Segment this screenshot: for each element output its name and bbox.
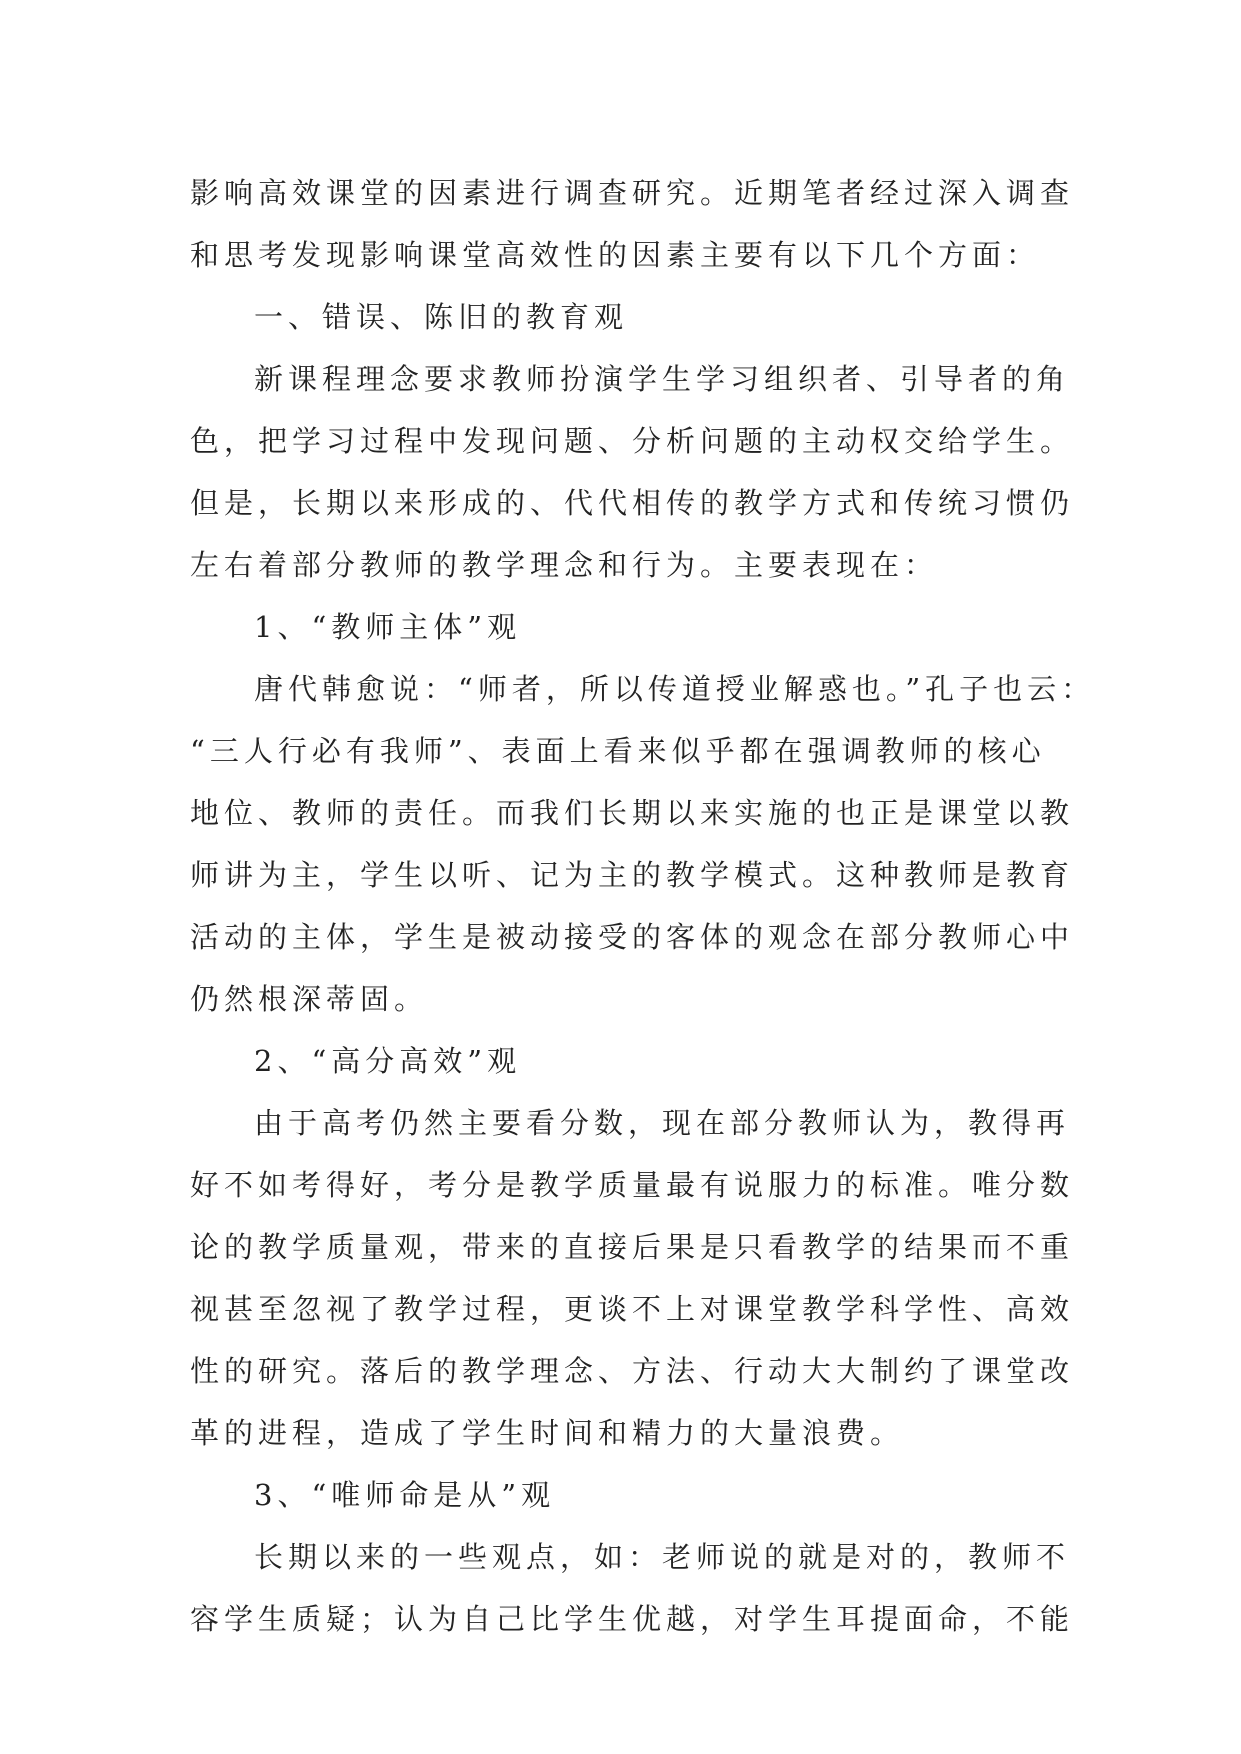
text-line: 2、“高分高效”观 [254,1044,522,1078]
text-line: 左右着部分教师的教学理念和行为。主要表现在： [190,548,939,582]
text-line: 仍然根深蒂固。 [190,982,429,1016]
text-line: 新课程理念要求教师扮演学生学习组织者、引导者的角 [254,362,1071,396]
text-line: 一、错误、陈旧的教育观 [254,300,629,334]
text-line: 地位、教师的责任。而我们长期以来实施的也正是课堂以教 [190,796,1075,830]
text-line: 和思考发现影响课堂高效性的因素主要有以下几个方面： [190,238,1041,272]
text-line: “三人行必有我师”、表面上看来似乎都在强调教师的核心 [190,734,1046,768]
text-line: 唐代韩愈说：“师者，所以传道授业解惑也。”孔子也云： [254,672,1096,706]
text-line: 论的教学质量观，带来的直接后果是只看教学的结果而不重 [190,1230,1075,1264]
text-line: 色，把学习过程中发现问题、分析问题的主动权交给学生。 [190,424,1075,458]
text-line: 活动的主体，学生是被动接受的客体的观念在部分教师心中 [190,920,1075,954]
text-line: 由于高考仍然主要看分数，现在部分教师认为，教得再 [254,1106,1071,1140]
text-line: 革的进程，造成了学生时间和精力的大量浪费。 [190,1416,905,1450]
text-line: 3、“唯师命是从”观 [254,1478,556,1512]
text-line: 长期以来的一些观点，如：老师说的就是对的，教师不 [254,1540,1071,1574]
text-line: 性的研究。落后的教学理念、方法、行动大大制约了课堂改 [190,1354,1075,1388]
document-body [190,162,1096,1650]
text-line: 影响高效课堂的因素进行调查研究。近期笔者经过深入调查 [190,176,1075,210]
text-line: 视甚至忽视了教学过程，更谈不上对课堂教学科学性、高效 [190,1292,1075,1326]
text-line: 但是，长期以来形成的、代代相传的教学方式和传统习惯仍 [190,486,1075,520]
text-line: 1、“教师主体”观 [254,610,522,644]
text-line: 容学生质疑；认为自己比学生优越，对学生耳提面命，不能 [190,1602,1075,1636]
text-line: 师讲为主，学生以听、记为主的教学模式。这种教师是教育 [190,858,1075,892]
text-line: 好不如考得好，考分是教学质量最有说服力的标准。唯分数 [190,1168,1075,1202]
